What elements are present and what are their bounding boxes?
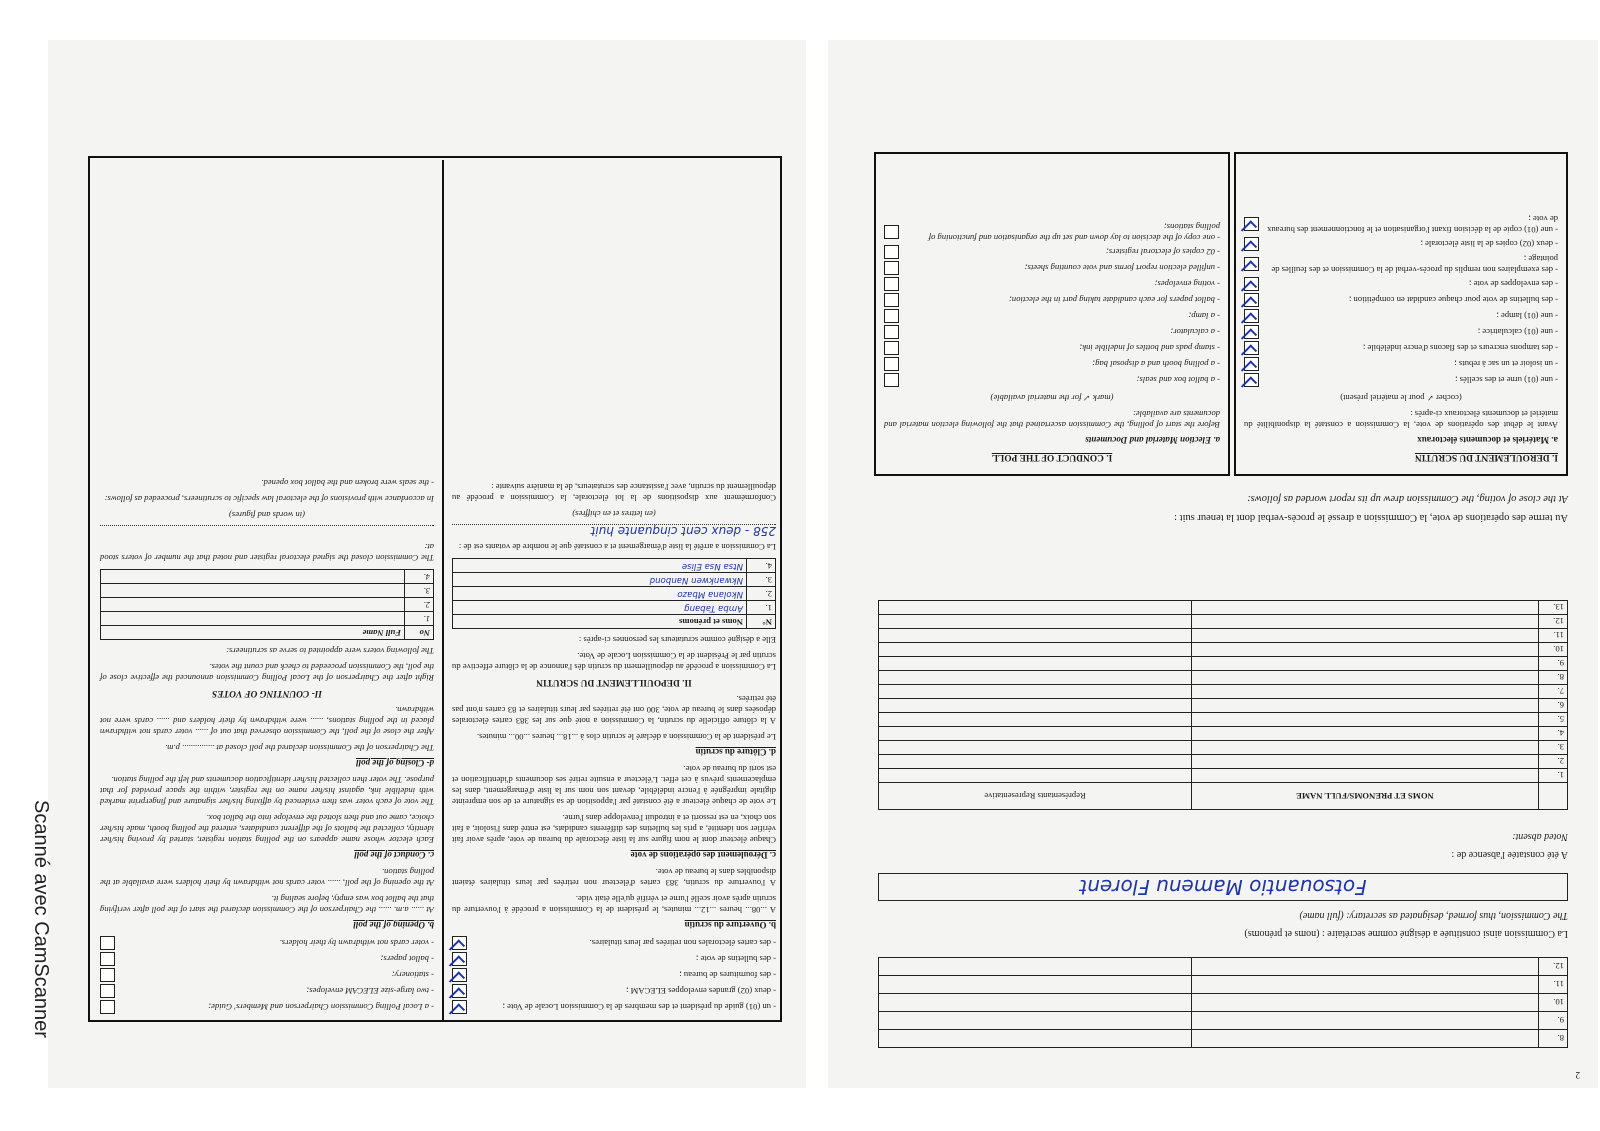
table-cell: [879, 1012, 1192, 1030]
checkbox[interactable]: [884, 293, 899, 307]
row-number: 12.: [1539, 615, 1568, 629]
table-row: [879, 727, 1568, 741]
checklist-text: - des fournitures de bureau ;: [679, 970, 776, 981]
section-b-title-fr: b. Ouverture du scrutin: [684, 920, 776, 930]
row-number: 8.: [1539, 671, 1568, 685]
row-number: 12.: [1539, 958, 1568, 976]
row-number: 3.: [405, 584, 434, 598]
row-number: 6.: [1539, 699, 1568, 713]
checklist-item: [100, 936, 434, 950]
material-intro-fr: Avant le début des opérations de vote, la Commission a constaté la disponibilité du matériel et documents électoraux ci-après :: [1244, 409, 1558, 430]
scrutineers-intro-en: The following voters were appointed to serve as scrutineers:: [226, 646, 434, 656]
table-cell: [1192, 727, 1539, 741]
checklist-text: - voting envelopes;: [1154, 279, 1220, 290]
row-number: 2.: [747, 587, 776, 601]
checklist-text: - un isoloir et un sac à rebuts ;: [1454, 359, 1558, 370]
table-cell: [879, 601, 1192, 615]
table-row: [879, 741, 1568, 755]
checklist-text: - one copy of the decision to lay down and set up the organisation and functioning of polling stations;: [928, 222, 1220, 243]
checklist-text: - 02 copies of electoral registers;: [1105, 247, 1220, 258]
page-number: 2: [1575, 1070, 1580, 1080]
column-header: [1539, 783, 1568, 810]
column-header: Représentants Representative: [879, 783, 1192, 810]
table-row: [879, 699, 1568, 713]
column-header: N°: [747, 615, 776, 629]
secretary-label-en: The Commission, thus formed, designated as secretary: (full name): [1299, 910, 1568, 921]
table-row: [453, 587, 776, 601]
checklist-item: [452, 1000, 776, 1014]
row-number: 3.: [747, 573, 776, 587]
secretary-name-box[interactable]: [878, 873, 1568, 901]
table-cell: [1192, 769, 1539, 783]
row-number: 1.: [747, 601, 776, 615]
conduct-text-en: Each elector whose name appears on the polling station register, started by proving his/her identity, collected the ballots of the different candidates, entered the polling booth, made his/her choice, came out and then slotted the envelope into the ballot box.: [100, 813, 434, 845]
row-number: 1.: [405, 612, 434, 626]
voters-count-text-fr: La Commission a arrêté la liste d'émargement et a constaté que le nombre de votants est de :: [458, 542, 776, 552]
absence-label-fr: A été constatée l'absence de :: [1451, 849, 1568, 860]
scrutineer-name: Ntsa Nsa Elise: [453, 559, 747, 573]
material-hint-fr: (cocher ✓ pour le matériel présent): [1340, 393, 1462, 403]
checklist-text: - une (01) copie de la décision fixant l'organisation et le fonctionnement des bureaux de vote ;: [1267, 214, 1558, 235]
column-header: Full Name: [101, 626, 405, 640]
row-number: 3.: [1539, 741, 1568, 755]
table-row: [453, 601, 776, 615]
table-cell: [101, 570, 405, 584]
checklist-text: - des bulletins de vote ;: [696, 954, 776, 965]
table-row: [101, 612, 434, 626]
checklist-item: [884, 357, 1220, 371]
scrutineers-table-fr: [452, 558, 776, 629]
table-cell: [879, 629, 1192, 643]
row-number: 2.: [1539, 755, 1568, 769]
watermark-text: Scanné avec CamScanner: [30, 800, 52, 1038]
checkbox[interactable]: [884, 261, 899, 275]
table-cell: [879, 657, 1192, 671]
table-cell: [879, 976, 1192, 994]
table-cell: [1192, 994, 1539, 1012]
material-column-english: [884, 219, 1220, 468]
table-row: [101, 598, 434, 612]
left-page: [48, 40, 806, 1088]
material-hint-en: (mark ✓ for the material available): [990, 393, 1114, 403]
table-row: [453, 559, 776, 573]
checklist-item: [452, 968, 776, 982]
table-cell: [879, 769, 1192, 783]
checklist-text: - two large-size ELECAM envelopes;: [306, 986, 434, 997]
table-cell: [879, 615, 1192, 629]
checklist-item: [452, 952, 776, 966]
words-figures-en: (in words and figures): [229, 510, 305, 520]
checklist-item: [1244, 373, 1558, 387]
checklist-text: - ballot papers;: [380, 954, 434, 965]
table-cell: [1192, 755, 1539, 769]
table-row: [879, 629, 1568, 643]
table-header-row: [453, 615, 776, 629]
checkbox[interactable]: [100, 1000, 115, 1014]
closing-text-fr: Le président de la Commission a déclaré le scrutin clos à ...18... heures ...00... minutes.: [476, 732, 776, 742]
section-d-title-fr: d. Clôture du scrutin: [695, 747, 776, 757]
table-cell: [879, 994, 1192, 1012]
table-cell: [879, 958, 1192, 976]
left-page-content: [48, 40, 806, 1088]
opening-text-fr: A ...08... heures ...12... minutes, le président de la Commission a procédé à l'ouverture du scrutin après avoir scellé l'urne et vérifié qu'elle était vide.: [452, 894, 776, 915]
table-row: [879, 671, 1568, 685]
section-c-title-en: c. Conduct of the poll: [354, 850, 434, 860]
closing-text-en: The Chairperson of the Commission declared the poll closed at ............... p.m.: [165, 743, 434, 753]
report-intro-en: At the close of voting, the Commission drew up its report worded as follows:: [1247, 493, 1568, 504]
left-column-french: [452, 476, 776, 1016]
left-column-english: [100, 472, 434, 1016]
table-row: [879, 615, 1568, 629]
checklist-text: - unfilled election report forms and vote counting sheets;: [1024, 263, 1220, 274]
checklist-item: [884, 245, 1220, 259]
checkbox[interactable]: [100, 936, 115, 950]
table-cell: [1192, 1030, 1539, 1048]
checklist-item: [884, 261, 1220, 275]
conduct-text-fr: Chaque électeur dont le nom figure sur la liste électorale du bureau de vote, après avoir fait vérifier son identité, a pris les bulletins des différents candidats, est entré dans l'isoloir, a fait son choix, en est ressorti et a introduit l'enveloppe dans l'urne.: [452, 813, 776, 845]
table-header-row: [879, 783, 1568, 810]
checkbox[interactable]: [884, 225, 899, 239]
checklist-text: - deux (02) copies de la liste électorale ;: [1420, 239, 1558, 250]
table-row: [879, 755, 1568, 769]
conduct-title-en: I. CONDUCT OF THE POLL: [991, 452, 1113, 462]
checkbox[interactable]: [100, 952, 115, 966]
checkbox[interactable]: [884, 277, 899, 291]
table-row: [879, 994, 1568, 1012]
checklist-text: - des enveloppes de vote ;: [1468, 279, 1558, 290]
checklist-item: [100, 952, 434, 966]
checklist-item: [1244, 357, 1558, 371]
checklist-item: [1244, 237, 1558, 251]
material-intro-en: Before the start of polling, the Commission ascertained that the following election material and documents are available:: [884, 409, 1220, 430]
material-subtitle-fr: a. Matériels et documents électoraux: [1417, 435, 1558, 445]
material-box-english: [874, 152, 1230, 476]
row-number: 10.: [1539, 994, 1568, 1012]
checklist-text: - stationery;: [391, 970, 434, 981]
checkbox[interactable]: [100, 968, 115, 982]
column-header: No: [405, 626, 434, 640]
checklist-item: [884, 221, 1220, 243]
counting-procedure-en: In accordance with provisions of the electoral law specific to scrutineers, proceeded as follows:: [104, 494, 434, 504]
section-c-title-fr: c. Déroulement des opérations de vote: [630, 850, 776, 860]
checklist-item: [1244, 309, 1558, 323]
scrutineer-name: Nkwankwen Nanbond: [453, 573, 747, 587]
row-number: 1.: [1539, 769, 1568, 783]
counting-text-en: Right after the Chairperson of the Local Polling Commission announced the effective close of the poll, the Commission proceeded to check and count the votes.: [100, 662, 434, 683]
checkbox[interactable]: [884, 325, 899, 339]
checklist-text: - voter cards not withdrawn by their holders.: [279, 938, 434, 949]
table-row: [879, 958, 1568, 976]
checkbox[interactable]: [1244, 257, 1259, 271]
checkbox[interactable]: [884, 357, 899, 371]
counting-title-fr: II. DEPOUILLEMENT DU SCRUTIN: [536, 677, 692, 687]
material-column-french: [1244, 211, 1558, 468]
checklist-text: - une (01) urne et des scellés ;: [1455, 375, 1558, 386]
closing-cards-text-en: After the close of the poll, the Commission observed that out of ...... voter cards not withdrawn placed in the polling stations, ...... were withdrawn by their holders and ...... cards were not withdrawn.: [100, 705, 434, 737]
row-number: 8.: [1539, 1030, 1568, 1048]
table-header-row: [101, 626, 434, 640]
row-number: 11.: [1539, 629, 1568, 643]
table-cell: [1192, 615, 1539, 629]
voters-count-line: [100, 525, 434, 536]
members-table: [878, 957, 1568, 1048]
checklist-item: [884, 373, 1220, 387]
row-number: 4.: [405, 570, 434, 584]
checkbox[interactable]: [884, 309, 899, 323]
conduct-text2-en: The vote of each voter was then evidenced by affixing his/her signature and fingerprint marked with indelible ink, against his/her name on the register, within the space provided for that purpose. The voter then collected his/her identification documents and left the polling station.: [100, 775, 434, 807]
material-subtitle-en: a. Election Material and Documents: [1085, 435, 1220, 445]
opening-cards-text-en: At the opening of the poll, ...... voter cards not withdrawn by their holders were available at the polling station.: [100, 867, 434, 888]
row-number: 5.: [1539, 713, 1568, 727]
table-cell: [879, 685, 1192, 699]
opening-cards-text-fr: A l'ouverture du scrutin, 383 cartes d'électeur non retirées par leurs titulaires étaient disponibles dans le bureau de vote.: [452, 867, 776, 888]
table-cell: [879, 1030, 1192, 1048]
row-number: 4.: [1539, 727, 1568, 741]
column-header: NOMS ET PRENOMS/FULL NAME: [1192, 783, 1539, 810]
checkbox[interactable]: [452, 936, 467, 950]
checklist-text: - a Local Polling Commission Chairperson and Members' Guide;: [208, 1002, 434, 1013]
checklist-item: [884, 309, 1220, 323]
row-number: 13.: [1539, 601, 1568, 615]
counting-text-fr: La Commission a procédé au dépouillement du scrutin dès l'annonce de la clôture effective du scrutin par le Président de la Commission Locale de Vote.: [452, 651, 776, 672]
checkbox[interactable]: [884, 341, 899, 355]
column-header: Noms et prénoms: [453, 615, 747, 629]
table-cell: [1192, 643, 1539, 657]
table-row: [879, 769, 1568, 783]
secretary-name: Fotsouantio Mamenu Florent: [1079, 875, 1367, 899]
checklist-text: - un (01) guide du président et des membres de la Commission Locale de Vote ;: [502, 1002, 776, 1013]
row-number: 9.: [1539, 1012, 1568, 1030]
table-cell: [101, 584, 405, 598]
scrutineers-table-en: [100, 569, 434, 640]
row-number: 2.: [405, 598, 434, 612]
report-intro: [878, 486, 1568, 524]
absence-table-wrap: [878, 600, 1568, 810]
table-row: [879, 713, 1568, 727]
table-row: [879, 601, 1568, 615]
checklist-text: - deux (02) grandes enveloppes ELECAM ;: [626, 986, 776, 997]
table-cell: [1192, 601, 1539, 615]
checklist-item: [1244, 325, 1558, 339]
table-cell: [1192, 699, 1539, 713]
table-cell: [1192, 958, 1539, 976]
checklist-item: [884, 277, 1220, 291]
scrutineer-name: Amba Tabang: [453, 601, 747, 615]
checklist-text: - une (01) calculatrice ;: [1477, 327, 1558, 338]
checklist-item: [100, 984, 434, 998]
checklist-text: - des tampons encreurs et des flacons d'encre indélébile ;: [1362, 343, 1558, 354]
table-cell: [879, 699, 1192, 713]
table-cell: [879, 671, 1192, 685]
table-row: [879, 685, 1568, 699]
table-cell: [1192, 976, 1539, 994]
report-intro-fr: Au terme des opérations de vote, la Commission a dressé le procès-verbal dont la teneur suit :: [1174, 512, 1568, 523]
table-row: [879, 1030, 1568, 1048]
row-number: 4.: [747, 559, 776, 573]
members-rows-table: [878, 957, 1568, 1048]
checklist-item: [452, 936, 776, 950]
table-row: [879, 1012, 1568, 1030]
checklist-text: - ballot papers for each candidate taking part in the election;: [1009, 295, 1220, 306]
counting-procedure-fr: Conformément aux dispositions de la loi électorale, la Commission a procédé au dépouillement du scrutin, avec l'assistance des scrutateurs, de la manière suivante :: [452, 482, 776, 503]
table-cell: [879, 741, 1192, 755]
checkbox[interactable]: [884, 373, 899, 387]
table-cell: [1192, 657, 1539, 671]
checklist-text: - a polling booth and a disposal bag;: [1092, 359, 1220, 370]
checklist-text: - des exemplaires non remplis du procès-verbal de la Commission et des feuilles de pointage ;: [1271, 254, 1558, 275]
checklist-item: [100, 968, 434, 982]
checklist-item: [884, 293, 1220, 307]
table-cell: [101, 612, 405, 626]
checklist-text: - des cartes électorales non retirées par leurs titulaires.: [589, 938, 776, 949]
checklist-item: [884, 325, 1220, 339]
checkbox[interactable]: [1244, 277, 1259, 291]
checkbox[interactable]: [884, 245, 899, 259]
checklist-item: [884, 341, 1220, 355]
table-row: [453, 573, 776, 587]
scrutineer-name: Nkolana Mbazo: [453, 587, 747, 601]
table-cell: [879, 755, 1192, 769]
row-number: 7.: [1539, 685, 1568, 699]
table-row: [101, 570, 434, 584]
seals-broken-text: - the seals were broken and the ballot box opened.: [261, 478, 434, 488]
row-number: 11.: [1539, 976, 1568, 994]
checklist-item: [100, 1000, 434, 1014]
row-number: 9.: [1539, 657, 1568, 671]
checklist-item: [1244, 253, 1558, 275]
opening-text-en: At ...... a.m. ...... the Chairperson of the Commission declared the start of the poll after verifying that the ballot box was empty, before sealing it.: [100, 894, 434, 915]
checklist-text: - des bulletins de vote pour chaque candidat en compétition ;: [1348, 295, 1558, 306]
checklist-item: [1244, 293, 1558, 307]
table-cell: [879, 713, 1192, 727]
checklist-item: [452, 984, 776, 998]
right-page-content: [828, 40, 1598, 1088]
checklist-item: [1244, 277, 1558, 291]
secretary-label-fr: La Commission ainsi constituée a désigné comme secrétaire : (noms et prénoms): [1244, 928, 1568, 939]
row-number: 10.: [1539, 643, 1568, 657]
table-cell: [879, 643, 1192, 657]
right-page: [828, 40, 1598, 1088]
checklist-text: - a lamp;: [1188, 311, 1220, 322]
voters-count-handwritten: 258 - deux cent cinquante huit: [452, 524, 776, 536]
checkbox[interactable]: [100, 984, 115, 998]
scrutineers-intro-fr: Elle a désigné comme scrutateurs les personnes ci-après :: [578, 635, 776, 645]
column-divider: [442, 160, 444, 1022]
words-figures-fr: (en lettres et en chiffres): [572, 509, 656, 519]
table-cell: [1192, 671, 1539, 685]
table-cell: [1192, 713, 1539, 727]
checkbox[interactable]: [1244, 217, 1259, 231]
table-cell: [1192, 685, 1539, 699]
absence-table: [878, 600, 1568, 810]
table-cell: [1192, 629, 1539, 643]
absence-label-en: Noted absent:: [1512, 831, 1568, 842]
checklist-item: [1244, 341, 1558, 355]
table-cell: [1192, 741, 1539, 755]
conduct-title-fr: I. DEROULEMENT DU SCRUTIN: [1414, 452, 1558, 462]
section-b-title-en: b. Opening of the poll: [353, 920, 434, 930]
checklist-text: - stamp pads and bottles of indelible ink;: [1079, 343, 1220, 354]
checklist-text: - une (01) lampe ;: [1496, 311, 1558, 322]
table-row: [879, 976, 1568, 994]
checkbox[interactable]: [1244, 237, 1259, 251]
section-d-title-en: d- Closing of the poll: [355, 758, 434, 768]
camscanner-watermark: [18, 800, 58, 1100]
voters-count-text-en: The Commission closed the signed electoral register and noted that the number of voters stood at:: [100, 542, 434, 563]
table-cell: [101, 598, 405, 612]
counting-title-en: II- COUNTING OF VOTES: [212, 688, 323, 698]
table-row: [879, 657, 1568, 671]
table-row: [879, 643, 1568, 657]
table-cell: [1192, 1012, 1539, 1030]
closing-cards-text-fr: A la clôture officielle du scrutin, la Commission a noté que sur les 383 cartes électorales déposées dans le bureau de vote, 300 ont été retirées par leurs titulaires et 83 cartes n'ont pas été retirées.: [452, 694, 776, 726]
secretary-section: [878, 825, 1568, 940]
checklist-item: [1244, 213, 1558, 235]
table-cell: [879, 727, 1192, 741]
conduct-text2-fr: Le vote de chaque électeur a été constaté par l'apposition de sa signature et de son empreinte digitale imprégnée à l'encre indélébile, devant son nom sur la liste d'émargement, dans les emplacements prévus à cet effet. L'électeur a ensuite retiré ses documents d'identification et est sorti du bureau de vote.: [452, 764, 776, 807]
table-row: [101, 584, 434, 598]
checklist-text: - a ballot box and seals;: [1136, 375, 1220, 386]
material-box-french: [1234, 152, 1568, 476]
checklist-text: - a calculator;: [1170, 327, 1220, 338]
